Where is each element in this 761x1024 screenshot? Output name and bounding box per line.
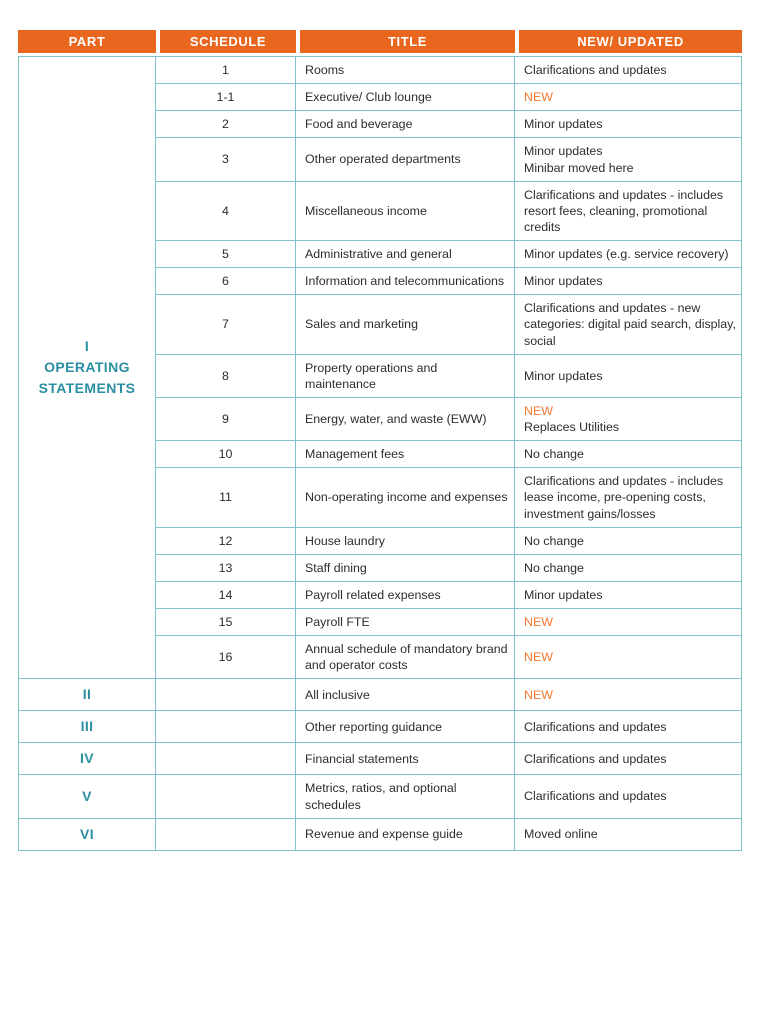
title-cell: Miscellaneous income (296, 182, 515, 241)
schedule-cell (156, 679, 296, 711)
part-label-line: VI (79, 825, 95, 842)
status-cell (515, 182, 742, 241)
schedule-cell: 5 (156, 241, 296, 268)
status-cell (515, 268, 742, 295)
status-line: Clarifications and updates (524, 751, 667, 766)
status-cell (515, 743, 742, 775)
schedule-cell: 15 (156, 609, 296, 636)
status-line: Minibar moved here (524, 160, 634, 175)
status-line: Clarifications and updates (524, 63, 667, 77)
schedule-cell: 2 (156, 111, 296, 138)
title-cell: Revenue and expense guide (296, 819, 515, 851)
column-header-new-updated: NEW/ UPDATED (515, 30, 742, 56)
new-badge: NEW (524, 687, 553, 702)
title-cell: Energy, water, and waste (EWW) (296, 398, 515, 441)
title-cell: All inclusive (296, 679, 515, 711)
schedule-cell: 1-1 (156, 84, 296, 111)
status-cell (515, 84, 742, 111)
status-line: Replaces Utilities (524, 420, 620, 434)
table-row (18, 711, 742, 743)
title-cell: Annual schedule of mandatory brand and operator costs (296, 636, 515, 679)
status-cell (515, 819, 742, 851)
status-cell (515, 679, 742, 711)
title-cell: Payroll FTE (296, 609, 515, 636)
status-cell (515, 355, 742, 398)
status-line: Minor updates (524, 587, 603, 602)
schedule-cell: 11 (156, 468, 296, 527)
status-cell (515, 56, 742, 84)
part-label-line: OPERATING (44, 359, 130, 376)
part-label-line: I (84, 338, 90, 355)
part-label-line: V (82, 788, 92, 804)
title-cell: Rooms (296, 56, 515, 84)
part-cell (18, 819, 156, 851)
title-cell: Staff dining (296, 555, 515, 582)
new-badge: NEW (524, 90, 553, 105)
status-line: Minor updates (524, 144, 603, 159)
status-cell (515, 441, 742, 468)
new-badge: NEW (524, 403, 553, 418)
part-label-line: IV (79, 750, 95, 767)
status-line: Minor updates (524, 368, 603, 383)
table-row (18, 56, 742, 84)
status-cell (515, 295, 742, 354)
status-line: Clarifications and updates (524, 719, 667, 734)
status-line: No change (524, 560, 584, 575)
header-row (18, 30, 742, 56)
part-label-line: III (80, 718, 94, 735)
schedule-cell: 14 (156, 582, 296, 609)
status-line: Clarifications and updates (524, 789, 667, 804)
title-cell: Non-operating income and expenses (296, 468, 515, 527)
schedule-cell: 8 (156, 355, 296, 398)
new-badge: NEW (524, 650, 553, 665)
status-line: No change (524, 447, 584, 462)
part-cell (18, 56, 156, 679)
status-cell (515, 398, 742, 441)
table-row (18, 679, 742, 711)
schedule-cell: 10 (156, 441, 296, 468)
status-cell (515, 528, 742, 555)
title-cell: House laundry (296, 528, 515, 555)
status-line: Moved online (524, 827, 598, 842)
title-cell: Information and telecommunications (296, 268, 515, 295)
schedule-cell: 12 (156, 528, 296, 555)
schedule-cell (156, 819, 296, 851)
title-cell: Metrics, ratios, and optional schedules (296, 775, 515, 818)
schedule-cell: 3 (156, 138, 296, 181)
status-line: Clarifications and updates - new categories: digital paid search, display, social (524, 301, 736, 348)
status-line: Minor updates (e.g. service recovery) (524, 247, 729, 261)
status-cell (515, 138, 742, 181)
status-line: Minor updates (524, 274, 603, 289)
schedule-cell: 1 (156, 56, 296, 84)
part-cell (18, 679, 156, 711)
schedule-cell: 16 (156, 636, 296, 679)
part-cell (18, 711, 156, 743)
column-header-title: TITLE (296, 30, 515, 56)
schedule-cell (156, 775, 296, 818)
title-cell: Other reporting guidance (296, 711, 515, 743)
title-cell: Property operations and maintenance (296, 355, 515, 398)
status-line: Clarifications and updates - includes resort fees, cleaning, promotional credits (524, 187, 724, 234)
title-cell: Management fees (296, 441, 515, 468)
title-cell: Sales and marketing (296, 295, 515, 354)
table-row (18, 819, 742, 851)
part-cell (18, 743, 156, 775)
status-cell (515, 636, 742, 679)
title-cell: Food and beverage (296, 111, 515, 138)
schedule-cell: 13 (156, 555, 296, 582)
schedule-changes-table (18, 30, 742, 851)
table-row (18, 775, 742, 818)
status-cell (515, 582, 742, 609)
schedule-cell: 6 (156, 268, 296, 295)
table-row (18, 743, 742, 775)
new-badge: NEW (524, 615, 553, 629)
table-body (18, 56, 742, 851)
status-cell (515, 241, 742, 268)
table-header (18, 30, 742, 56)
title-cell: Payroll related expenses (296, 582, 515, 609)
column-header-schedule: SCHEDULE (156, 30, 296, 56)
schedule-cell: 7 (156, 295, 296, 354)
schedule-cell (156, 711, 296, 743)
status-cell (515, 555, 742, 582)
status-cell (515, 111, 742, 138)
status-line: No change (524, 533, 584, 548)
title-cell: Administrative and general (296, 241, 515, 268)
part-label-line: II (82, 686, 92, 703)
schedule-cell: 4 (156, 182, 296, 241)
part-label-line: STATEMENTS (38, 380, 136, 397)
title-cell: Other operated departments (296, 138, 515, 181)
status-line: Minor updates (524, 117, 603, 132)
status-cell (515, 711, 742, 743)
title-cell: Financial statements (296, 743, 515, 775)
title-cell: Executive/ Club lounge (296, 84, 515, 111)
status-line: Clarifications and updates - includes lease income, pre-opening costs, investment gains/losses (524, 474, 724, 521)
status-cell (515, 609, 742, 636)
schedule-cell (156, 743, 296, 775)
schedule-cell: 9 (156, 398, 296, 441)
part-cell (18, 775, 156, 818)
column-header-part: PART (18, 30, 156, 56)
status-cell (515, 468, 742, 527)
status-cell (515, 775, 742, 818)
